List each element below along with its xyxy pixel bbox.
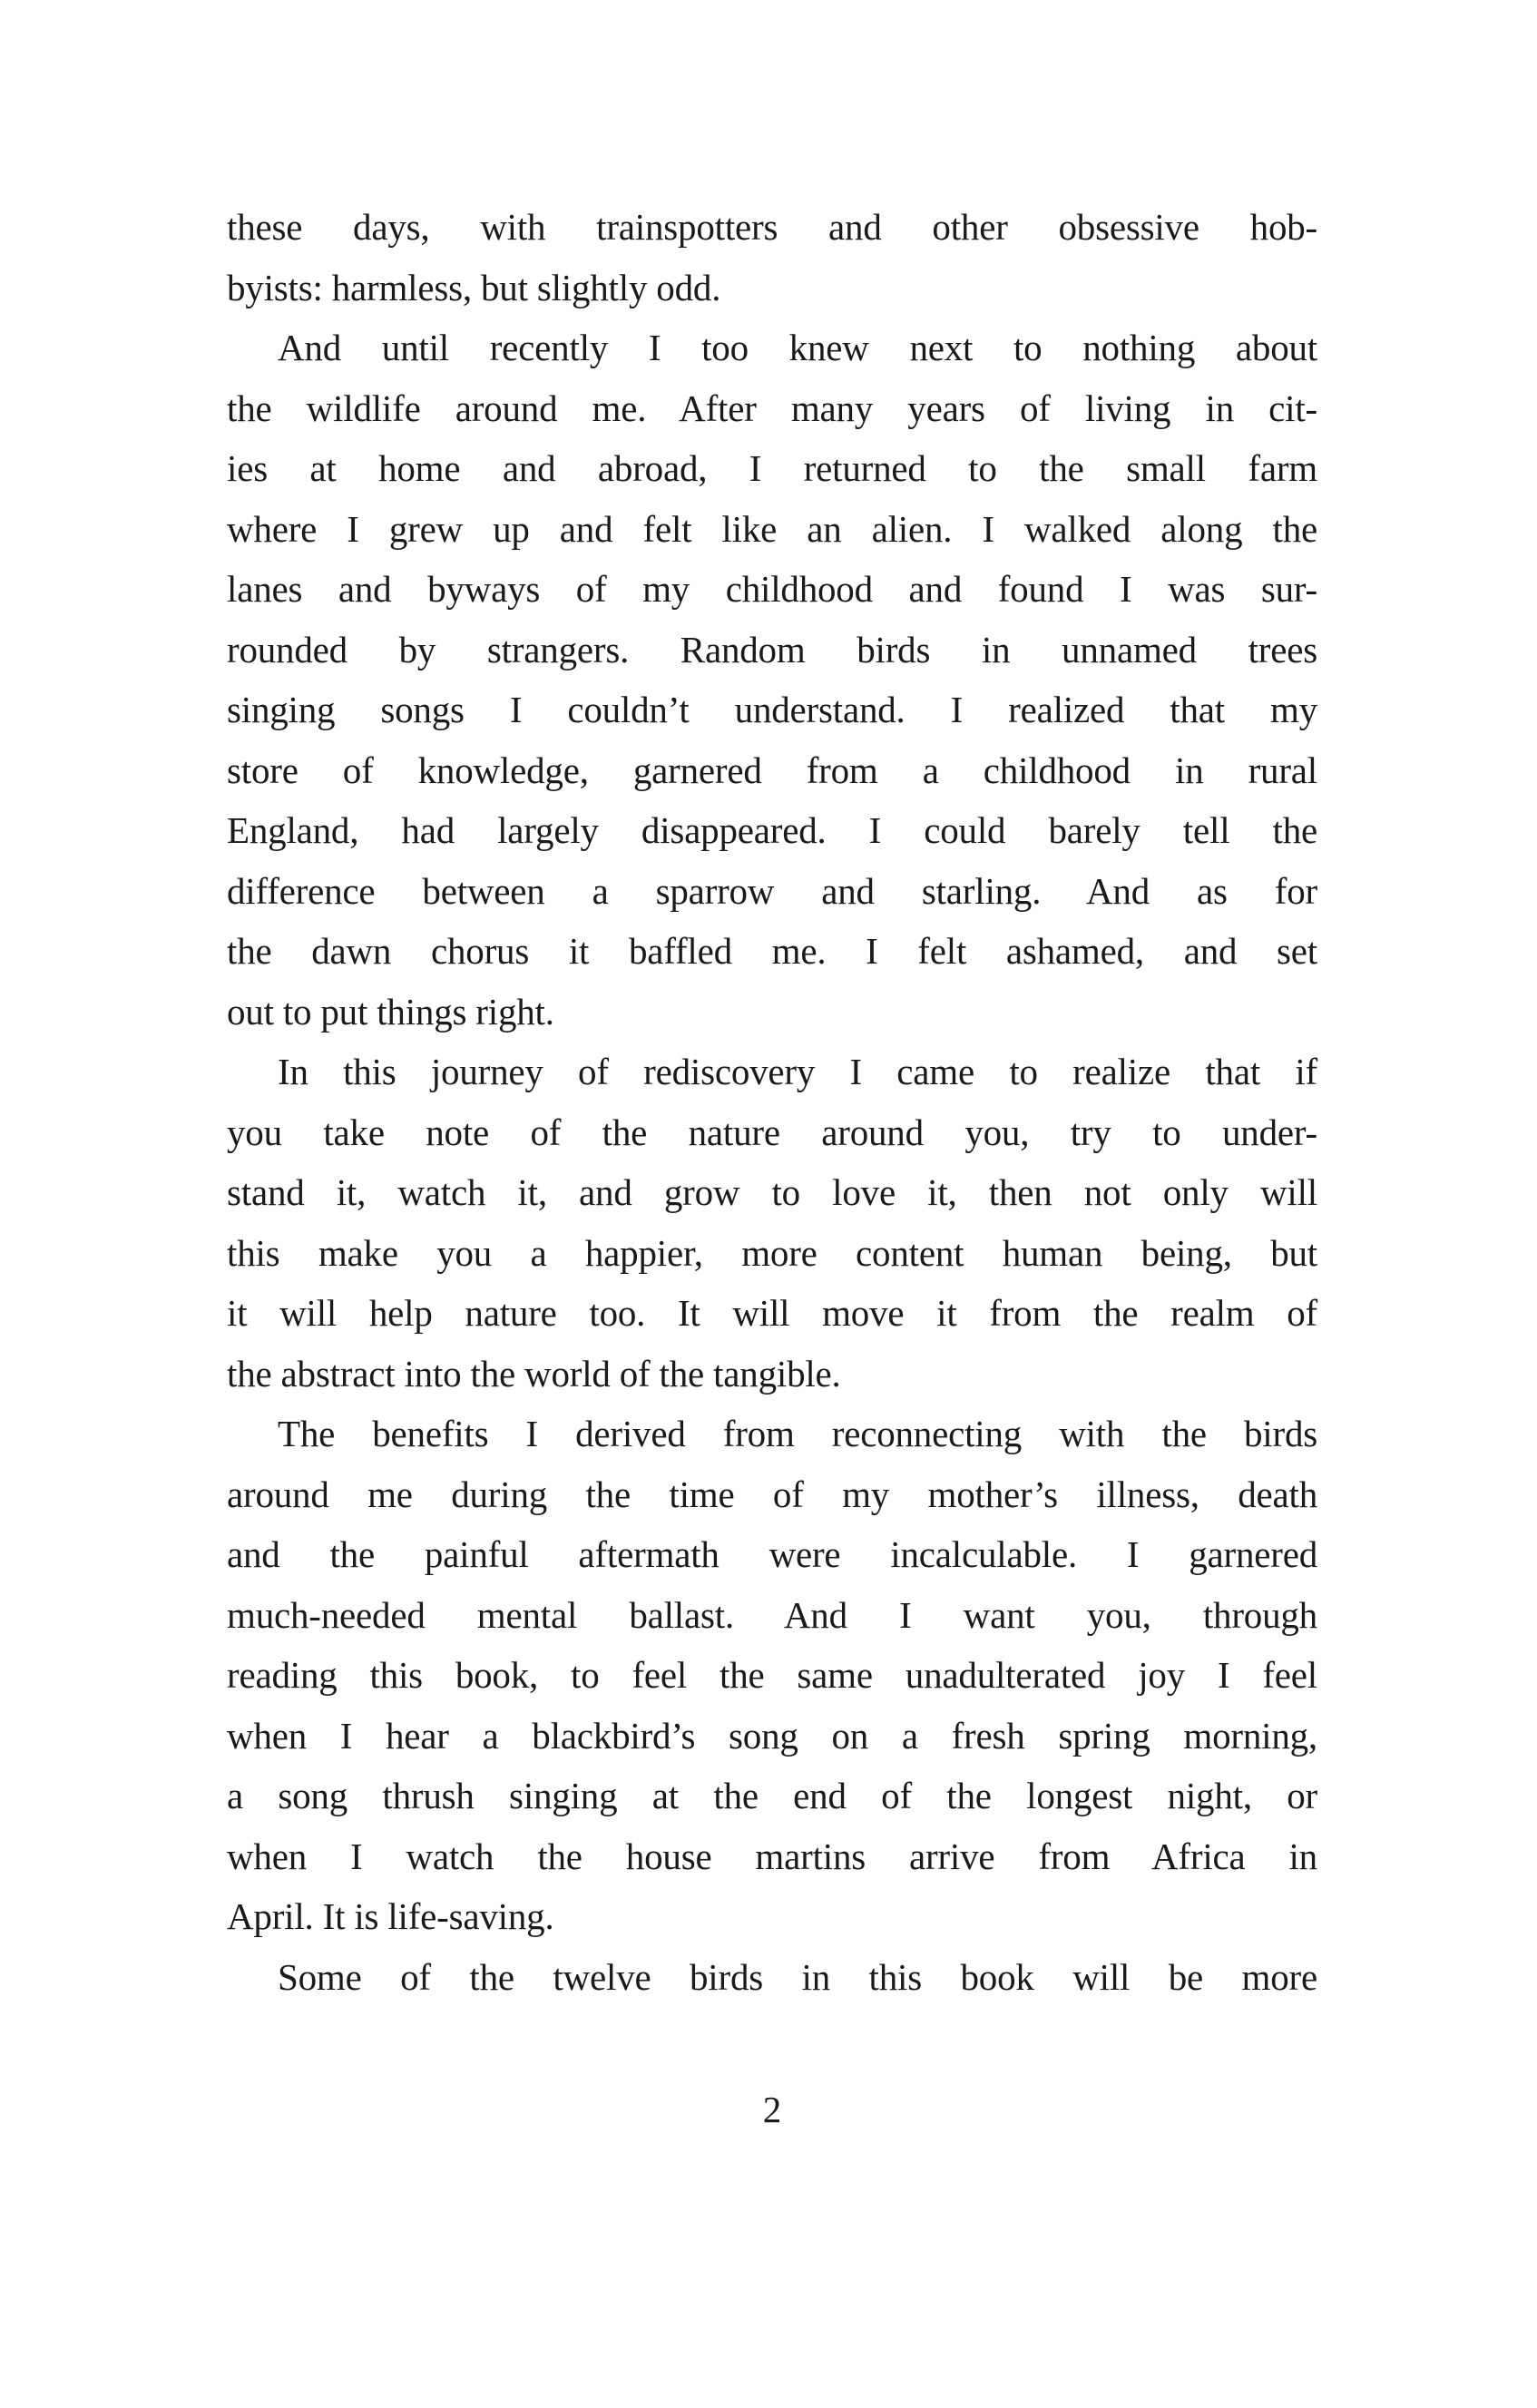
text-line: much-needed mental ballast. And I want you, through [227,1593,1317,1636]
text-line: And until recently I too knew next to nothing about [278,327,1317,368]
text-line: Some of the twelve birds in this book will be more [278,1955,1317,1998]
text-line: rounded by strangers. Random birds in unnamed trees [227,628,1317,671]
text-line: In this journey of rediscovery I came to realize that if [278,1051,1317,1092]
text-line: out to put things right. [227,990,554,1033]
text-line: around me during the time of my mother’s illness, death [227,1473,1317,1515]
text-line: reading this book, to feel the same unadulterated joy I feel [227,1654,1317,1696]
text-line: difference between a sparrow and starling. And as for [227,869,1317,912]
text-line: where I grew up and felt like an alien. I walked along the [227,507,1317,550]
text-line: store of knowledge, garnered from a childhood in rural [227,749,1317,791]
text-line: when I hear a blackbird’s song on a fresh spring morning, [227,1714,1317,1757]
text-line: the abstract into the world of the tangible. [227,1352,841,1395]
text-line: ies at home and abroad, I returned to the small farm [227,447,1317,489]
text-line: The benefits I derived from reconnecting with the birds [278,1413,1317,1454]
text-line: a song thrush singing at the end of the longest night, or [227,1775,1317,1816]
text-line: when I watch the house martins arrive from Africa in [227,1835,1317,1877]
text-line: and the painful aftermath were incalculable. I garnered [227,1533,1317,1575]
text-line: byists: harmless, but slightly odd. [227,266,721,308]
page-text [227,197,1317,2007]
text-line: England, had largely disappeared. I could barely tell the [227,809,1317,851]
text-line: stand it, watch it, and grow to love it, then not only will [227,1171,1317,1213]
text-line: singing songs I couldn’t understand. I realized that my [227,689,1317,730]
text-line: April. It is life-saving. [227,1895,554,1937]
text-line: the dawn chorus it baffled me. I felt ashamed, and set [227,930,1317,972]
text-line: you take note of the nature around you, try to under- [227,1111,1317,1153]
text-line: it will help nature too. It will move it from the realm of [227,1292,1317,1334]
text-line: the wildlife around me. After many years of living in cit- [227,387,1317,429]
text-line: these days, with trainspotters and other obsessive hob- [227,206,1317,248]
text-line: lanes and byways of my childhood and found I was sur- [227,568,1317,610]
text-line: this make you a happier, more content human being, but [227,1231,1317,1274]
page-number: 2 [762,2089,782,2130]
